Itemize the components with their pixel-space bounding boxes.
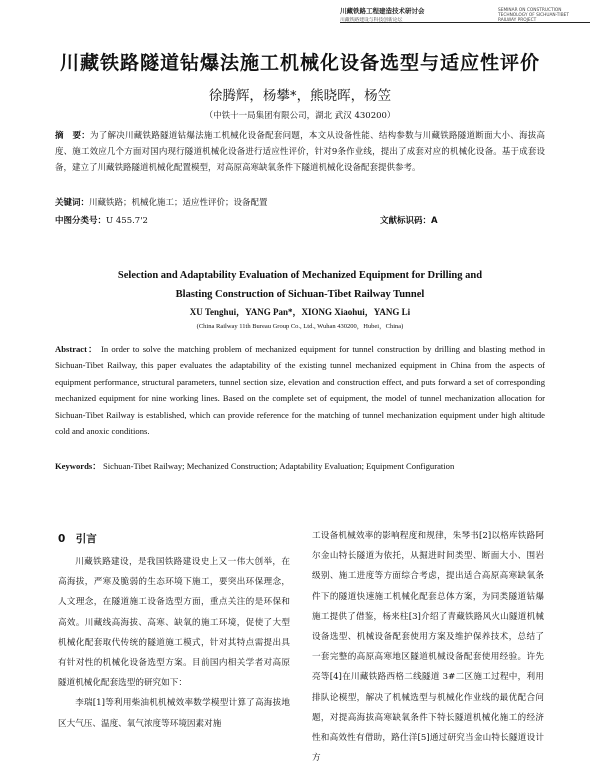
- body-column-right: [312, 526, 544, 768]
- keywords-cn-label: 关键词：: [55, 198, 90, 208]
- classification-number: [55, 214, 148, 226]
- section-heading-introduction: 0 引言: [58, 533, 97, 545]
- keywords-cn: [55, 196, 545, 208]
- body-column-left: [58, 552, 290, 734]
- classification-label: 中图分类号：: [55, 216, 107, 226]
- abstract-en-label: Abstract：: [55, 344, 98, 354]
- abstract-en: [55, 341, 545, 439]
- body-paragraph: 工设备机械效率的影响程度和规律，朱琴书[2]以格库铁路阿尔金山特长隧道为依托，从掘进时间类型、断面大小、围岩级别、施工进度等方面综合考虑，提出适合高原高寒缺氧条件下的隧道快速施工机械化配套总体方案，为同类隧道钻爆施工提供了借鉴，杨来柱[3]介绍了青藏铁路风火山隧道机械设备选型、机械设备配套使用方案及维护保养技术，总结了一套完整的高原高寒地区隧道机械设备配套使用经验。许先亮等[4]在川藏铁路西格二线隧道 3#二区施工过程中，利用排队论模型，解决了机械选型与机械化作业线的最优配合问题，对提高海拔高寒缺氧条件下特长隧道机械化施工的经济性和高效性有借助，路仕洋[5]通过研究当金山特长隧道设计方: [312, 531, 544, 764]
- abstract-en-text: In order to solve the matching problem of mechanized equipment for tunnel construction by drilling and blasting method in Sichuan-Tibet Railway, this paper evaluates the adaptability of the existing tunnel mechanized equipment in China from the aspects of equipment performance, structural parameters, tunnel section size, elevation and construction effect, and puts forward a set of corresponding mechanized equipment for nine working lines. Based on the complete set of equipment, the model of tunnel mechanization allocation for Sichuan-Tibet Railway is established, which can provide reference for the matching of tunnel mechanization equipment under high altitude cold and anoxic conditions.: [55, 344, 545, 437]
- keywords-en-text: Sichuan-Tibet Railway; Mechanized Construction; Adaptability Evaluation; Equipment Configuration: [103, 461, 455, 471]
- document-code: [380, 214, 438, 226]
- body-paragraph: 川藏铁路建设，是我国铁路建设史上又一伟大创举，在高海拔，严寒及脆弱的生态环境下施工，要突出环保理念，人文理念，在隧道施工设备选型方面，重点关注的是环保和高效。川藏线高海拔、高寒、缺氧的施工环境，促使了大型机械化配套取代传统的隧道施工模式，针对其特点需提出具有针对性的机械化设备选型方案。目前国内相关学者对高原隧道机械化配套选型的研究如下：: [58, 557, 290, 689]
- body-paragraph: 李瑞[1]等利用柴油机机械效率数学模型计算了高海拔地区大气压、温度、氧气浓度等环境因素对施: [58, 698, 290, 729]
- journal-header-cn: [340, 6, 490, 23]
- journal-title-cn: 川藏铁路工程建造技术研讨会: [340, 7, 425, 15]
- authors-cn: 徐腾辉，杨攀*，熊晓晖，杨笠: [208, 88, 392, 104]
- paper-title-en-line2: Blasting Construction of Sichuan-Tibet Railway Tunnel: [175, 289, 425, 300]
- document-code-value: A: [431, 216, 438, 226]
- keywords-en-label: Keywords：: [55, 461, 101, 471]
- header-rule: [340, 22, 590, 23]
- classification-value: U 455.7'2: [106, 216, 148, 226]
- abstract-cn-text: 为了解决川藏铁路隧道钻爆法施工机械化设备配套问题，本文从设备性能、结构参数与川藏铁路隧道断面大小、海拔高度、施工效应几个方面对国内现行隧道机械化设备进行适应性评价，针对9条作业线，提出了成套对应的机械化设备。基于成套设备，建立了川藏铁路隧道机械化配置模型，对高原高寒缺氧条件下隧道机械化设备配套提供参考。: [55, 131, 545, 173]
- document-code-label: 文献标识码：: [380, 216, 432, 226]
- abstract-cn: [55, 128, 545, 176]
- keywords-en: [55, 460, 545, 472]
- journal-title-en: SEMINAR ON CONSTRUCTION TECHNOLOGY OF SICHUAN-TIBET RAILWAY PROJECT: [498, 8, 569, 23]
- paper-title-en-line1: Selection and Adaptability Evaluation of Mechanized Equipment for Drilling and: [117, 270, 483, 281]
- authors-en: XU Tenghui，YANG Pan*，XIONG Xiaohui，YANG Li: [189, 307, 411, 317]
- journal-subtitle-cn: 川藏铁路建设与科技创新论坛: [340, 18, 403, 23]
- keywords-cn-text: 川藏铁路；机械化施工；适应性评价；设备配置: [89, 198, 268, 208]
- affiliation-en: (China Railway 11th Bureau Group Co., Ltd., Wuhan 430200，Hubei，China): [196, 323, 404, 330]
- paper-title-en: [0, 266, 600, 304]
- abstract-cn-label: 摘 要：: [55, 131, 91, 141]
- affiliation-cn: （中铁十一局集团有限公司，湖北 武汉 430200）: [204, 111, 396, 121]
- paper-title-cn: 川藏铁路隧道钻爆法施工机械化设备选型与适应性评价: [59, 52, 540, 74]
